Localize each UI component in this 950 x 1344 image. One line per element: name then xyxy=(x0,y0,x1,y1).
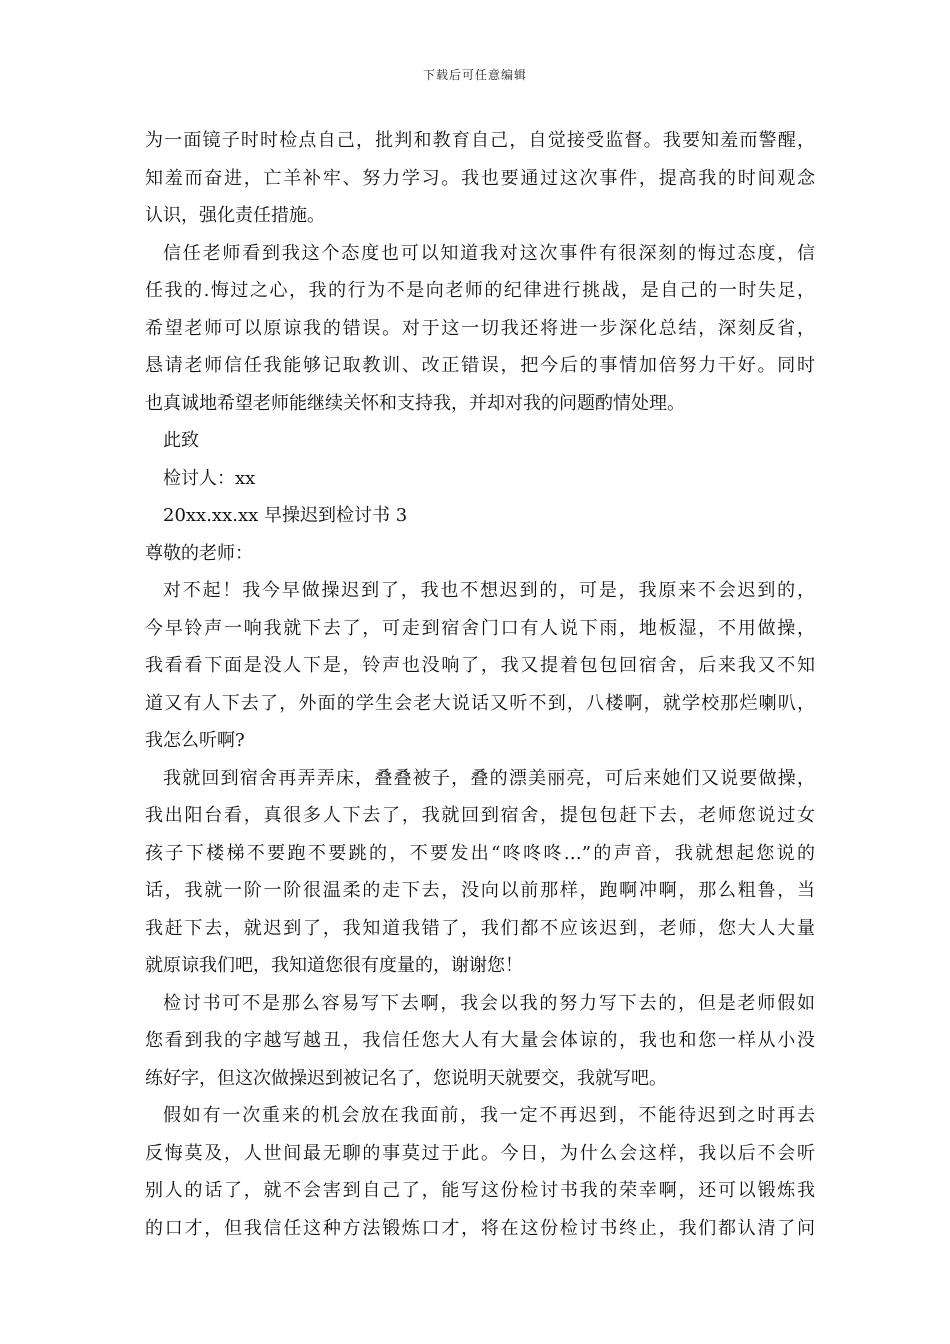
text-line: 信任老师看到我这个态度也可以知道我对这次事件有很深刻的悔过态度，信 xyxy=(163,242,815,264)
text-line: 就原谅我们吧，我知道您很有度量的，谢谢您！ xyxy=(145,955,523,976)
text-line: 检讨人：xx xyxy=(163,467,256,489)
text-line: 假如有一次重来的机会放在我面前，我一定不再迟到，不能待迟到之时再去 xyxy=(163,1105,815,1126)
text-line: 也真诚地希望老师能继续关怀和支持我，并却对我的问题酌情处理。 xyxy=(145,392,685,414)
text-line: 话，我就一阶一阶很温柔的走下去，没向以前那样，跑啊冲啊，那么粗鲁，当 xyxy=(145,880,815,901)
text-line: 孩子下楼梯不要跑不要跳的，不要发出“咚咚咚…”的声音，我就想起您说的 xyxy=(145,842,815,864)
text-line: 的口才，但我信任这种方法锻炼口才，将在这份检讨书终止，我们都认清了问 xyxy=(145,1217,815,1239)
text-line: 恳请老师信任我能够记取教训、改正错误，把今后的事情加倍努力干好。同时 xyxy=(145,355,815,376)
text-line: 我看看下面是没人下是，铃声也没响了，我又提着包包回宿舍，后来我又不知 xyxy=(145,655,815,676)
text-line: 别人的话了，就不会害到自己了，能写这份检讨书我的荣幸啊，还可以锻炼我 xyxy=(145,1180,815,1201)
text-line: 任我的.悔过之心，我的行为不是向老师的纪律进行挑战，是自己的一时失足， xyxy=(145,280,815,301)
text-line: 道又有人下去了，外面的学生会老大说话又听不到，八楼啊，就学校那烂喇叭， xyxy=(145,692,815,714)
text-line: 此致 xyxy=(163,430,199,451)
text-line: 我赶下去，就迟到了，我知道我错了，我们都不应该迟到，老师，您大人大量 xyxy=(145,917,815,939)
text-line: 反悔莫及，人世间最无聊的事莫过于此。今日，为什么会这样，我以后不会听 xyxy=(145,1142,815,1164)
text-line: 知羞而奋进，亡羊补牢、努力学习。我也要通过这次事件，提高我的时间观念 xyxy=(145,167,815,189)
text-line: 我就回到宿舍再弄弄床，叠叠被子，叠的漂美丽亮，可后来她们又说要做操， xyxy=(163,767,815,789)
text-line: 为一面镜子时时检点自己，批判和教育自己，自觉接受监督。我要知羞而警醒， xyxy=(145,130,815,151)
text-line: 我怎么听啊? xyxy=(145,730,245,751)
document-body xyxy=(145,122,815,1247)
text-line: 今早铃声一响我就下去了，可走到宿舍门口有人说下雨，地板湿，不用做操， xyxy=(145,617,815,639)
text-line: 认识，强化责任措施。 xyxy=(145,205,325,226)
text-line: 希望老师可以原谅我的错误。对于这一切我还将进一步深化总结，深刻反省， xyxy=(145,317,815,339)
text-line: 检讨书可不是那么容易写下去啊，我会以我的努力写下去的，但是老师假如 xyxy=(163,992,815,1014)
text-line: 尊敬的老师： xyxy=(145,542,253,564)
text-line: 对不起！我今早做操迟到了，我也不想迟到的，可是，我原来不会迟到的， xyxy=(163,580,815,601)
page-header: 下载后可任意编辑 xyxy=(422,68,527,82)
text-line: 您看到我的字越写越丑，我信任您大人有大量会体谅的，我也和您一样从小没 xyxy=(145,1030,815,1051)
text-line: 20xx.xx.xx 早操迟到检讨书 3 xyxy=(163,505,408,526)
text-line: 我出阳台看，真很多人下去了，我就回到宿舍，提包包赶下去，老师您说过女 xyxy=(145,805,815,826)
text-line: 练好字，但这次做操迟到被记名了，您说明天就要交，我就写吧。 xyxy=(145,1067,667,1089)
